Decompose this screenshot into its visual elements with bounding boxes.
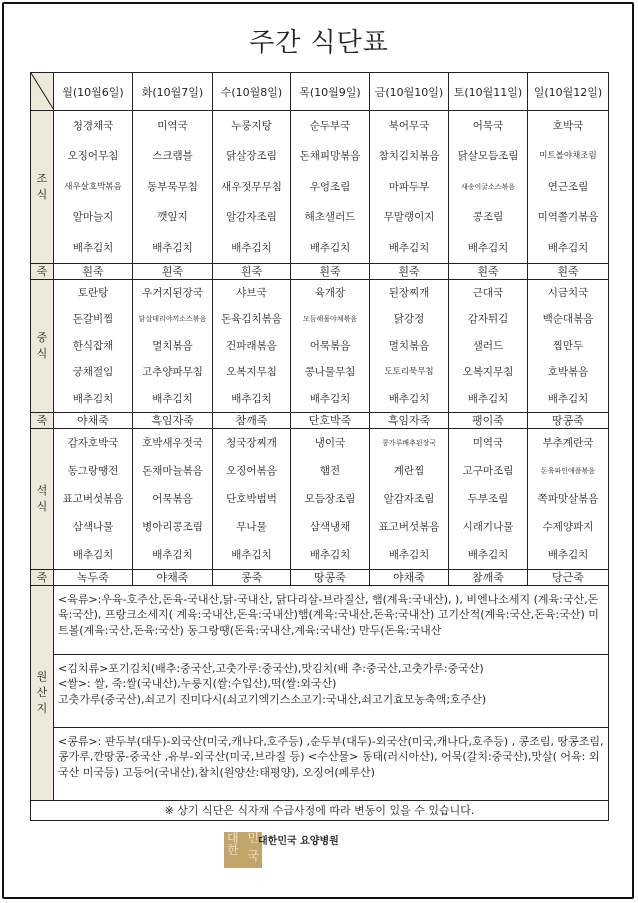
dish-item: 해초샐러드 (304, 211, 356, 224)
porridge-cell: 땅콩죽 (291, 569, 370, 585)
dish-item: 한식잡채 (72, 339, 114, 352)
dish-item: 수제양파지 (542, 520, 594, 533)
dish-item: 배추김치 (467, 392, 509, 405)
dish-item: 호박새우젓국 (142, 436, 203, 449)
hospital-name: 대한민국 요양병원 (258, 836, 339, 847)
meal-cell (133, 279, 213, 412)
porridge-cell: 야채죽 (133, 569, 213, 585)
porridge-cell: 흑임자죽 (133, 412, 213, 428)
dish-item: 오징어무침 (67, 150, 119, 163)
dish-item: 참치김치볶음 (378, 150, 440, 163)
notice-text: ※ 상기 식단은 식자재 수급사정에 따라 변동이 있을 수 있습니다. (31, 800, 609, 820)
dish-item: 감자튀김 (467, 313, 509, 326)
header-row (31, 73, 609, 111)
dish-item: 청국장찌개 (226, 436, 277, 449)
dish-item: 쪽파맛살볶음 (537, 492, 599, 505)
day-header: 수(10월8일) (213, 73, 291, 111)
porridge-cell: 야채죽 (54, 412, 133, 428)
porridge-cell: 흰죽 (213, 263, 291, 279)
dish-item: 새우살호박볶음 (64, 181, 122, 192)
meal-cell (449, 428, 528, 569)
dish-item: 새송이굴소스볶음 (460, 182, 516, 191)
dish-item: 백순대볶음 (542, 313, 594, 326)
meal-cell (370, 279, 449, 412)
meal-cell (54, 279, 133, 412)
meal-cell (213, 428, 291, 569)
origin-row (31, 585, 609, 800)
dish-item: 동그랑땡전 (67, 464, 119, 477)
dish-item: 콩나물무침 (304, 366, 356, 379)
dish-item: 배추김치 (152, 548, 193, 561)
dish-item: 동부묵무침 (147, 180, 198, 193)
dish-item: 된장찌개 (388, 286, 430, 299)
dish-item: 알감자조림 (226, 211, 277, 224)
porridge-cell: 녹두죽 (54, 569, 133, 585)
dish-item: 미트볼야채조림 (539, 151, 597, 162)
meal-cell (528, 428, 609, 569)
dish-item: 배추김치 (231, 241, 272, 254)
dish-item: 콩조림 (472, 211, 504, 224)
dish-item: 배추김치 (388, 548, 430, 561)
day-header: 목(10월9일) (291, 73, 370, 111)
dish-item: 병아리콩조림 (142, 520, 203, 533)
label-char: 식 (36, 187, 48, 201)
dish-item: 무나물 (236, 520, 267, 533)
dish-item: 배추김치 (547, 241, 589, 254)
dish-item: 돈채피망볶음 (299, 150, 361, 163)
porridge-cell: 흰죽 (528, 263, 609, 279)
porridge-cell: 야채죽 (370, 569, 449, 585)
dish-item: 알마늘지 (72, 211, 114, 224)
dish-item: 콩가루배추된장국 (381, 438, 437, 447)
dish-item: 시래기나물 (462, 520, 514, 533)
porridge-label: 죽 (31, 412, 54, 428)
dish-item: 배추김치 (72, 392, 114, 405)
day-header: 월(10월6일) (54, 73, 133, 111)
dish-item: 연근조림 (547, 180, 589, 193)
dish-item: 건파래볶음 (226, 339, 277, 352)
dish-item: 도토리묵무침 (384, 367, 434, 378)
origin-beans-seafood: <콩류>: 판두부(대두)-외국산(미국,캐나다,호주등) ,순두부(대두)-외국산(미국,캐나다,호주등) , 콩조림, 땅콩조림,콩가루,깐땅콩-중국산 ,유부-외국산(미국,브라질 등) <수산물> 동태(러시아산), 어묵(갈치:중국산),맛살( 어육: 외국산 미국등) 고등어(국내산),참치(원양산:태평양), 오징어(페루산) (58, 734, 604, 779)
meal-cell (291, 428, 370, 569)
meal-cell (133, 428, 213, 569)
dish-item: 누룽지탕 (231, 120, 272, 132)
origin-label (31, 585, 54, 800)
dish-item: 무말랭이지 (383, 211, 435, 224)
dish-item: 고구마조림 (462, 464, 514, 477)
dish-item: 삼색나물 (72, 520, 114, 533)
meal-cell (54, 111, 133, 264)
porridge-cell: 당근죽 (528, 569, 609, 585)
dish-item: 돈육김치볶음 (221, 313, 282, 326)
porridge-cell: 흰죽 (133, 263, 213, 279)
dish-item: 멸치볶음 (152, 339, 193, 352)
corner-cell (31, 73, 54, 111)
dish-item: 토란탕 (77, 286, 109, 299)
dish-item: 닭살데리야끼소스볶음 (138, 315, 207, 324)
weekly-menu-table (30, 72, 609, 821)
dish-item: 배추김치 (231, 548, 272, 561)
dish-item: 배추김치 (547, 548, 589, 561)
porridge-cell: 흰죽 (370, 263, 449, 279)
meal-cell (291, 279, 370, 412)
dish-item: 새우젓무무침 (221, 180, 282, 193)
meal-cell (528, 111, 609, 264)
dish-item: 감자호박국 (67, 436, 119, 449)
dish-item: 근대국 (472, 286, 504, 299)
meal-cell (370, 428, 449, 569)
dish-item: 배추김치 (547, 392, 589, 405)
label-char: 식 (36, 346, 48, 360)
dish-item: 어묵국 (472, 120, 504, 132)
dinner-row (31, 428, 609, 569)
meal-cell (370, 111, 449, 264)
dish-item: 배추김치 (388, 392, 430, 405)
dish-item: 샐러드 (472, 339, 504, 352)
dish-item: 닭살모듬조림 (457, 150, 519, 163)
dish-item: 오징어볶음 (226, 464, 277, 477)
breakfast-label (31, 111, 54, 264)
dish-item: 배추김치 (72, 241, 114, 254)
day-header: 금(10월10일) (370, 73, 449, 111)
dish-item: 돈육파인애플볶음 (540, 466, 596, 475)
logo-char: 국 (247, 849, 259, 863)
dish-item: 배추김치 (152, 241, 193, 254)
dish-item: 돈갈비찜 (72, 313, 114, 326)
meal-cell (449, 111, 528, 264)
dish-item: 우엉조림 (309, 180, 351, 193)
dish-item: 어묵볶음 (152, 492, 193, 505)
dish-item: 계란찜 (393, 464, 425, 477)
meal-cell (54, 428, 133, 569)
porridge-cell: 흰죽 (291, 263, 370, 279)
diagonal-line-icon (31, 73, 54, 110)
label-char: 지 (36, 701, 48, 715)
dish-item: 우거지된장국 (142, 286, 203, 299)
day-header: 일(10월12일) (528, 73, 609, 111)
day-header: 토(10월11일) (449, 73, 528, 111)
label-char: 조 (36, 171, 48, 185)
dish-item: 궁채절임 (72, 366, 114, 379)
label-char: 식 (36, 499, 48, 513)
meal-cell (213, 279, 291, 412)
hospital-logo (224, 832, 262, 868)
dish-item: 표고버섯볶음 (62, 492, 124, 505)
meal-cell (291, 111, 370, 264)
logo-char: 대 (227, 831, 239, 845)
dish-item: 배추김치 (152, 392, 193, 405)
dish-item: 고추양파무침 (142, 366, 203, 379)
dish-item: 돈채마늘볶음 (142, 464, 203, 477)
dish-item: 배추김치 (309, 548, 351, 561)
dish-item: 미역국 (472, 436, 504, 449)
dish-item: 청경채국 (72, 120, 114, 132)
dish-item: 샤브국 (236, 286, 267, 299)
dish-item: 삼색냉채 (309, 520, 351, 533)
meal-cell (133, 111, 213, 264)
dish-item: 배추김치 (309, 392, 351, 405)
dish-item: 부추계란국 (542, 436, 594, 449)
breakfast-porridge-row (31, 263, 609, 279)
dish-item: 닭강정 (393, 313, 425, 326)
dish-item: 마파두부 (388, 180, 430, 193)
dish-item: 배추김치 (467, 548, 509, 561)
dish-item: 북어무국 (388, 120, 430, 132)
logo-char: 민 (247, 831, 259, 845)
origin-meat: <육류>:우육-호주산,돈육-국내산,닭-국내산, 닭다리살-브라질산, 햄(계육:국내산), ), 비엔나소세지 (계육:국산,돈육:국산), 프랑크소세지( 계육:국내산,돈육:국내산)햄(계육:국내산,돈육:국내산) 고기산적(계육:국산,돈육:국산) 미트볼(계육:국산,돈육:국산) 동그랑땡(돈육:국내산,계육:국내산) 만두(돈육:국내산 (54, 586, 608, 655)
meal-cell (449, 279, 528, 412)
label-char: 중 (36, 330, 48, 344)
lunch-porridge-row (31, 412, 609, 428)
dish-item: 햄전 (319, 464, 341, 477)
notice-row (31, 800, 609, 820)
dish-item: 어묵볶음 (309, 339, 351, 352)
dish-item: 멸치볶음 (388, 339, 430, 352)
label-char: 산 (36, 685, 48, 699)
dish-item: 오복지무침 (462, 366, 514, 379)
dish-item: 배추김치 (309, 241, 351, 254)
lunch-row (31, 279, 609, 412)
dish-item: 육개장 (314, 286, 346, 299)
origin-content (54, 585, 609, 800)
porridge-cell: 흑임자죽 (370, 412, 449, 428)
dish-item: 순두부국 (309, 120, 351, 132)
dish-item: 깻잎지 (157, 211, 188, 224)
breakfast-row (31, 111, 609, 264)
day-header: 화(10월7일) (133, 73, 213, 111)
porridge-label: 죽 (31, 569, 54, 585)
dish-item: 배추김치 (467, 241, 509, 254)
porridge-label: 죽 (31, 263, 54, 279)
porridge-cell: 참깨죽 (213, 412, 291, 428)
porridge-cell: 땅콩죽 (528, 412, 609, 428)
dinner-label (31, 428, 54, 569)
dish-item: 찜만두 (552, 339, 584, 352)
dish-item: 표고버섯볶음 (378, 520, 440, 533)
logo-char: 한 (227, 843, 239, 857)
meal-cell (213, 111, 291, 264)
dish-item: 모듬해물야채볶음 (302, 315, 358, 324)
meal-cell (528, 279, 609, 412)
porridge-cell: 콩죽 (213, 569, 291, 585)
dinner-porridge-row (31, 569, 609, 585)
dish-item: 모듬장조림 (304, 492, 356, 505)
label-char: 석 (36, 483, 48, 497)
dish-item: 스크램블 (152, 150, 193, 163)
dish-item: 배추김치 (388, 241, 430, 254)
dish-item: 두부조림 (467, 492, 509, 505)
porridge-cell: 흰죽 (54, 263, 133, 279)
dish-item: 미역국 (157, 120, 188, 132)
porridge-cell: 단호박죽 (291, 412, 370, 428)
label-char: 원 (36, 669, 48, 683)
dish-item: 알감자조림 (383, 492, 435, 505)
dish-item: 배추김치 (231, 392, 272, 405)
porridge-cell: 참깨죽 (449, 569, 528, 585)
dish-item: 닭살장조림 (226, 150, 277, 163)
dish-item: 오복지무침 (226, 366, 277, 379)
dish-item: 단호박범벅 (226, 492, 277, 505)
dish-item: 배추김치 (72, 548, 114, 561)
dish-item: 냉이국 (314, 436, 346, 449)
porridge-cell: 팽이죽 (449, 412, 528, 428)
dish-item: 시금치국 (547, 286, 589, 299)
origin-kimchi-rice: <김치류>포기김치(배추:중국산,고춧가루:중국산),맛김치(배 추:중국산,고춧가루:중국산) <쌀>: 쌀, 죽:쌀(국내산),누룽지(쌀:수입산),떡(쌀:외국산) 고춧가루(중국산),쇠고기 진미다시(쇠고기엑기스소고기:국내산,쇠고기효모농축액;호주산) (54, 655, 608, 728)
page-title: 주간 식단표 (249, 28, 389, 58)
dish-item: 호박국 (552, 120, 584, 132)
porridge-cell: 흰죽 (449, 263, 528, 279)
dish-item: 호박볶음 (547, 366, 589, 379)
dish-item: 미역쫄기볶음 (537, 211, 599, 224)
lunch-label (31, 279, 54, 412)
